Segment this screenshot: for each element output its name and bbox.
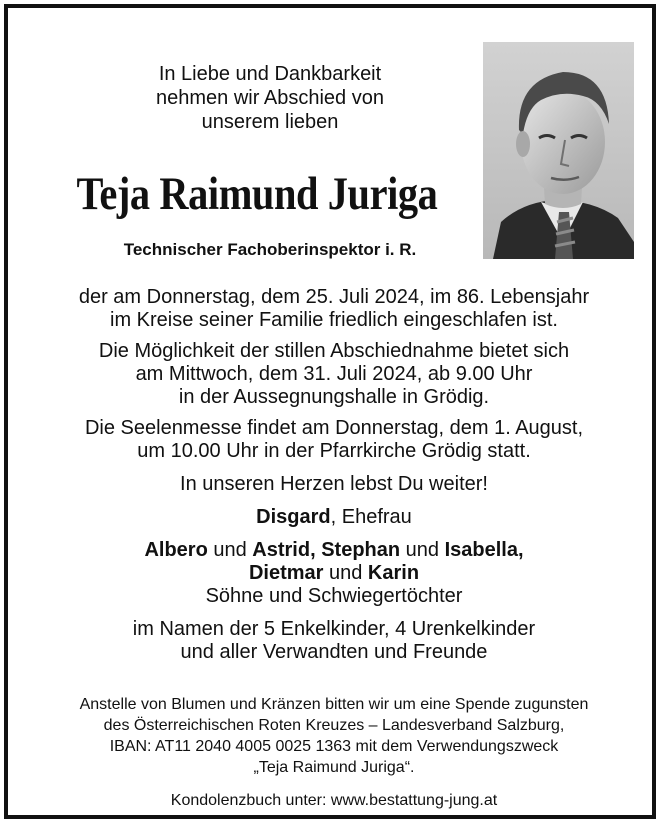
child-name: Karin bbox=[367, 562, 420, 584]
relatives-line: und aller Verwandten und Freunde bbox=[180, 641, 488, 663]
donation-line: IBAN: AT11 2040 4005 0025 1363 mit dem Verwendungszweck bbox=[109, 738, 559, 755]
donation-request bbox=[22, 694, 646, 778]
professional-title: Technischer Fachoberinspektor i. R. bbox=[123, 240, 417, 259]
children-role: Söhne und Schwiegertöchter bbox=[205, 585, 463, 607]
conjunction: und bbox=[400, 539, 445, 561]
intro-line: nehmen wir Abschied von bbox=[156, 87, 384, 109]
child-name: Albero bbox=[144, 539, 208, 561]
donation-line: des Österreichischen Roten Kreuzes – Landesverband Salzburg, bbox=[103, 717, 565, 734]
intro-text bbox=[70, 62, 470, 134]
deceased-name: Teja Raimund Juriga bbox=[76, 168, 438, 220]
grandchildren-line: im Namen der 5 Enkelkinder, 4 Urenkelkinder bbox=[132, 618, 536, 640]
child-name: Isabella, bbox=[444, 539, 524, 561]
farewell-line: am Mittwoch, dem 31. Juli 2024, ab 9.00 Uhr bbox=[135, 363, 533, 385]
mass-line: Die Seelenmesse findet am Donnerstag, dem 1. August, bbox=[84, 417, 584, 439]
mass-line: um 10.00 Uhr in der Pfarrkirche Grödig statt. bbox=[137, 440, 531, 462]
portrait-photo bbox=[483, 42, 634, 259]
passing-line: im Kreise seiner Familie friedlich eingeschlafen ist. bbox=[110, 309, 558, 331]
donation-line: Anstelle von Blumen und Kränzen bitten wir um eine Spende zugunsten bbox=[79, 696, 589, 713]
intro-line: unserem lieben bbox=[201, 111, 339, 133]
children-line bbox=[22, 562, 646, 585]
intro-line: In Liebe und Dankbarkeit bbox=[158, 63, 382, 85]
passing-line: der am Donnerstag, dem 25. Juli 2024, im 86. Lebensjahr bbox=[78, 286, 590, 308]
farewell-line: Die Möglichkeit der stillen Abschiednahme bietet sich bbox=[98, 340, 570, 362]
motto: In unseren Herzen lebst Du weiter! bbox=[180, 473, 488, 495]
children-line bbox=[22, 539, 646, 562]
conjunction: und bbox=[323, 562, 368, 584]
notice-body bbox=[22, 286, 646, 664]
donation-line: „Teja Raimund Juriga“. bbox=[253, 759, 415, 776]
child-name: Astrid, Stephan bbox=[252, 539, 401, 561]
wife-role: , Ehefrau bbox=[330, 506, 412, 528]
obituary-notice bbox=[4, 4, 656, 819]
conjunction: und bbox=[207, 539, 253, 561]
condolence-link: Kondolenzbuch unter: www.bestattung-jung.at bbox=[170, 792, 498, 809]
farewell-line: in der Aussegnungshalle in Grödig. bbox=[178, 386, 490, 408]
child-name: Dietmar bbox=[248, 562, 324, 584]
wife-line bbox=[22, 506, 646, 529]
wife-name: Disgard bbox=[256, 506, 331, 528]
